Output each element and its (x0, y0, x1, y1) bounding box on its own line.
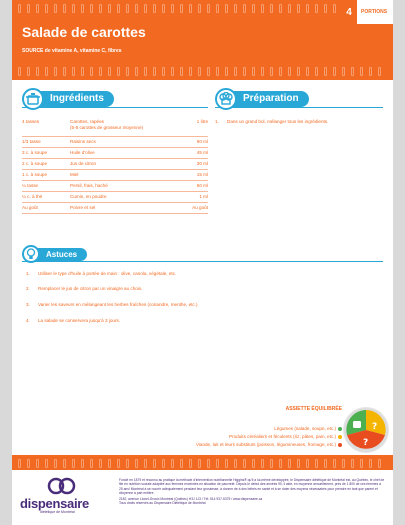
ingredient-amount: 45 ml (196, 150, 208, 155)
ingredient-quantity: ¼ c. à thé (22, 194, 43, 199)
pattern-dash (135, 4, 138, 13)
pattern-dash (234, 67, 237, 76)
pattern-dash (180, 4, 183, 13)
pattern-dash (99, 67, 102, 76)
pattern-dash (333, 4, 336, 13)
dispensaire-logo: dispensaire (20, 496, 89, 511)
pattern-dash (45, 4, 48, 13)
ingredient-amount: 15 ml (196, 172, 208, 177)
pattern-dash (99, 4, 102, 13)
pattern-dash (36, 459, 39, 468)
pattern-dash (135, 459, 138, 468)
ingredient-name (70, 194, 168, 200)
pattern-dash (63, 459, 66, 468)
plate-line-text: Viande, lait et leurs substituts (poisson, légumineuses, fromage, etc.) (195, 442, 336, 447)
plate-line-proteins (182, 441, 342, 449)
pattern-dash (225, 67, 228, 76)
pattern-dash (342, 67, 345, 76)
ingredient-row (22, 117, 208, 137)
balanced-plate-icon (343, 407, 389, 453)
pattern-dash (90, 4, 93, 13)
red-dot-icon (338, 443, 342, 447)
pattern-dash (108, 459, 111, 468)
tip-text: Varier les saveurs en mélangeant les herbes fraîches (coriandre, menthe, etc.) (38, 302, 198, 307)
pattern-dash (288, 459, 291, 468)
balanced-plate-legend (182, 406, 342, 449)
footer-description: Fondé en 1879 et reconnu au pratique la méthode d'intervention nutritionnelle Higgins® qu'il a lui-même développée, le Dispensaire diététique de Montréal est, au Québec, le chef de file en nutrition sociale adaptée aux femmes enceintes en situation de pauvreté. Depuis le début des années 90, il aide, en moyenne annuellement, près de 1 800 de ces femmes à 25 ans! Montréal à se nourrir adéquatement pendant leur grossesse, à donner de à des bébés en santé et à se doter des moyens nécessaires pour prendre en tant que parent et citoyenne à part entière. (119, 478, 385, 495)
pattern-dash (297, 4, 300, 13)
pattern-dash (279, 4, 282, 13)
pattern-dash (207, 67, 210, 76)
pattern-dash (144, 459, 147, 468)
preparation-heading-label: Préparation (229, 91, 309, 107)
ingredient-amount: Au goût (192, 205, 208, 210)
pattern-dash (36, 67, 39, 76)
ingredient-name-text: Miel (70, 172, 79, 177)
tip-item (26, 302, 366, 307)
pattern-dash (99, 459, 102, 468)
pattern-dash (63, 4, 66, 13)
header-pattern-bottom (18, 67, 388, 76)
pattern-dash (360, 459, 363, 468)
plate-line-grains (182, 433, 342, 441)
svg-text:?: ? (372, 422, 378, 432)
pattern-dash (27, 4, 30, 13)
pattern-dash (36, 4, 39, 13)
ingredient-name-text: Raisins secs (70, 139, 96, 144)
pattern-dash (108, 4, 111, 13)
pattern-dash (324, 67, 327, 76)
pattern-dash (18, 4, 21, 13)
yellow-dot-icon (338, 435, 342, 439)
pattern-dash (81, 4, 84, 13)
pattern-dash (225, 4, 228, 13)
pattern-dash (351, 459, 354, 468)
pattern-dash (333, 459, 336, 468)
pattern-dash (351, 67, 354, 76)
header-banner (12, 0, 393, 80)
question-mark-icon (363, 438, 368, 448)
chef-hat-icon (215, 88, 237, 110)
tip-number: 3. (26, 302, 30, 307)
pattern-dash (378, 67, 381, 76)
pattern-dash (153, 4, 156, 13)
ingredient-quantity: 1 c. à soupe (22, 172, 48, 177)
pattern-dash (270, 459, 273, 468)
pattern-dash (297, 459, 300, 468)
ingredient-row (22, 203, 208, 214)
pattern-dash (225, 459, 228, 468)
pattern-dash (333, 67, 336, 76)
pattern-dash (27, 459, 30, 468)
pattern-dash (45, 459, 48, 468)
footer-copyright: Tous droits réservés au Dispensaire Diététique de Montréal (119, 501, 206, 506)
plate-line-text: Produits céréaliers et féculents (riz, pâtes, pain, etc.) (229, 434, 336, 439)
ingredient-amount: 1 ml (199, 194, 208, 199)
ingredient-quantity: 2 c. à soupe (22, 161, 48, 166)
tip-item (26, 271, 366, 276)
pattern-dash (306, 459, 309, 468)
pattern-dash (198, 459, 201, 468)
ingredient-row (22, 159, 208, 170)
thumbs-up-icon (353, 421, 361, 428)
pattern-dash (18, 67, 21, 76)
ingredient-name (70, 183, 168, 189)
recipe-page (12, 0, 393, 525)
ingredient-amount: 1 litre (196, 119, 208, 124)
svg-text:?: ? (363, 438, 369, 448)
pot-icon (22, 88, 44, 110)
portions-label: PORTIONS (361, 9, 388, 15)
ingredient-name (70, 139, 168, 145)
pattern-dash (261, 4, 264, 13)
tip-text: Remplacer le jus de citron par un vinaigre au choix. (38, 286, 143, 291)
ingredient-row (22, 181, 208, 192)
pattern-dash (315, 459, 318, 468)
pattern-dash (207, 459, 210, 468)
pattern-dash (27, 67, 30, 76)
preparation-divider (215, 107, 383, 108)
ingredient-row (22, 137, 208, 148)
ingredient-row (22, 148, 208, 159)
ingredient-name (70, 161, 168, 167)
pattern-dash (171, 4, 174, 13)
pattern-dash (189, 67, 192, 76)
lightbulb-icon (22, 245, 40, 263)
tip-number: 4. (26, 318, 30, 323)
ingredient-quantity: ¼ tasse (22, 183, 39, 188)
tip-number: 2. (26, 286, 30, 291)
pattern-dash (378, 459, 381, 468)
ingredients-divider (22, 107, 208, 108)
pattern-dash (315, 67, 318, 76)
pattern-dash (288, 67, 291, 76)
pattern-dash (153, 67, 156, 76)
ingredient-name-text: Persil, frais, haché (70, 183, 108, 188)
pattern-dash (54, 67, 57, 76)
pattern-dash (279, 67, 282, 76)
tip-number: 1. (26, 271, 30, 276)
tips-divider (22, 261, 383, 262)
pattern-dash (306, 67, 309, 76)
pattern-dash (117, 459, 120, 468)
pattern-dash (360, 67, 363, 76)
pattern-dash (234, 459, 237, 468)
tip-item (26, 286, 366, 291)
ingredient-name-note: (5-6 carottes de grosseur moyenne) (70, 125, 144, 130)
portions-number: 4 (341, 0, 357, 24)
pattern-dash (324, 459, 327, 468)
tip-text: Utiliser le type d'huile à portée de main : olive, canola, végétale, etc. (38, 271, 177, 276)
tips-heading-label: Astuces (32, 248, 87, 261)
pattern-dash (126, 459, 129, 468)
ingredient-row (22, 170, 208, 181)
pattern-dash (117, 4, 120, 13)
pattern-dash (144, 67, 147, 76)
ingredient-name (70, 172, 168, 178)
ingredient-quantity: 3 c. à soupe (22, 150, 48, 155)
pattern-dash (135, 67, 138, 76)
footer-address: 2182, avenue Lionel-Groulx Montréal (Québec) H3J 1J3 / Tél: 514 937-5375 / www.dispensaire.ca (119, 497, 263, 502)
pattern-dash (198, 4, 201, 13)
pattern-dash (306, 4, 309, 13)
ingredient-name (70, 150, 168, 156)
pattern-dash (198, 67, 201, 76)
footer-pattern (18, 459, 388, 468)
pattern-dash (279, 459, 282, 468)
pattern-dash (180, 459, 183, 468)
pattern-dash (171, 67, 174, 76)
ingredient-quantity: 1/3 tasse (22, 139, 41, 144)
pattern-dash (81, 67, 84, 76)
pattern-dash (72, 459, 75, 468)
ingredient-amount: 90 ml (196, 139, 208, 144)
question-mark-icon (372, 422, 377, 432)
ingredient-name (70, 119, 168, 131)
pattern-dash (81, 459, 84, 468)
pattern-dash (270, 4, 273, 13)
recipe-title: Salade de carottes (22, 24, 146, 40)
pattern-dash (189, 459, 192, 468)
pattern-dash (126, 4, 129, 13)
plate-line-text: Légumes (salade, soupe, etc.) (274, 426, 336, 431)
pattern-dash (162, 459, 165, 468)
ingredient-quantity: 4 tasses (22, 119, 40, 124)
pattern-dash (297, 67, 300, 76)
pattern-dash (315, 4, 318, 13)
ingredient-name (70, 205, 168, 211)
ingredient-name-text: Jus de citron (70, 161, 97, 166)
balanced-plate-title: ASSIETTE ÉQUILIBRÉE (285, 406, 342, 412)
tip-text: La salade se conservera jusqu'à 3 jours. (38, 318, 121, 323)
pattern-dash (189, 4, 192, 13)
ingredient-amount: 30 ml (196, 161, 208, 166)
pattern-dash (18, 459, 21, 468)
pattern-dash (153, 459, 156, 468)
ingredient-name-text: Poivre et sel (70, 205, 96, 210)
pattern-dash (207, 4, 210, 13)
ingredient-row (22, 192, 208, 203)
dispensaire-logo-icon (47, 477, 77, 495)
portions-badge (343, 0, 393, 24)
pattern-dash (270, 67, 273, 76)
ingredient-name-text: Carottes, rapées (70, 119, 104, 124)
plate-line-vegetables (182, 425, 342, 433)
recipe-subtitle: SOURCE de vitamine A, vitamine C, fibres (22, 48, 122, 54)
pattern-dash (252, 67, 255, 76)
pattern-dash (342, 459, 345, 468)
pattern-dash (324, 4, 327, 13)
pattern-dash (171, 459, 174, 468)
pattern-dash (162, 4, 165, 13)
pattern-dash (90, 67, 93, 76)
pattern-dash (216, 67, 219, 76)
pattern-dash (243, 4, 246, 13)
pattern-dash (216, 4, 219, 13)
pattern-dash (144, 4, 147, 13)
step-text: Dans un grand bol, mélanger tous les ingrédients. (227, 119, 329, 124)
ingredients-table (22, 117, 208, 214)
pattern-dash (216, 459, 219, 468)
pattern-dash (108, 67, 111, 76)
pattern-dash (45, 67, 48, 76)
tip-item (26, 318, 366, 323)
pattern-dash (90, 459, 93, 468)
pattern-dash (252, 459, 255, 468)
pattern-dash (72, 67, 75, 76)
pattern-dash (369, 459, 372, 468)
pattern-dash (261, 67, 264, 76)
pattern-dash (369, 67, 372, 76)
pattern-dash (54, 459, 57, 468)
dispensaire-logo-subtitle: diététique de Montréal (40, 510, 75, 514)
ingredient-name-text: Cumin, en poudre (70, 194, 107, 199)
pattern-dash (54, 4, 57, 13)
pattern-dash (117, 67, 120, 76)
ingredient-name-text: Huile d'olive (70, 150, 95, 155)
pattern-dash (63, 67, 66, 76)
footer-text (119, 478, 385, 506)
pattern-dash (180, 67, 183, 76)
ingredients-heading-label: Ingrédients (36, 91, 114, 107)
pattern-dash (72, 4, 75, 13)
ingredient-quantity: Au goût (22, 205, 38, 210)
pattern-dash (288, 4, 291, 13)
pattern-dash (234, 4, 237, 13)
pattern-dash (126, 67, 129, 76)
pattern-dash (243, 459, 246, 468)
step-number: 1. (215, 119, 219, 124)
preparation-step (215, 119, 383, 124)
pattern-dash (261, 459, 264, 468)
pattern-dash (162, 67, 165, 76)
pattern-dash (252, 4, 255, 13)
ingredient-amount: 60 ml (196, 183, 208, 188)
header-pattern-top (18, 4, 388, 13)
pattern-dash (243, 67, 246, 76)
green-dot-icon (338, 427, 342, 431)
